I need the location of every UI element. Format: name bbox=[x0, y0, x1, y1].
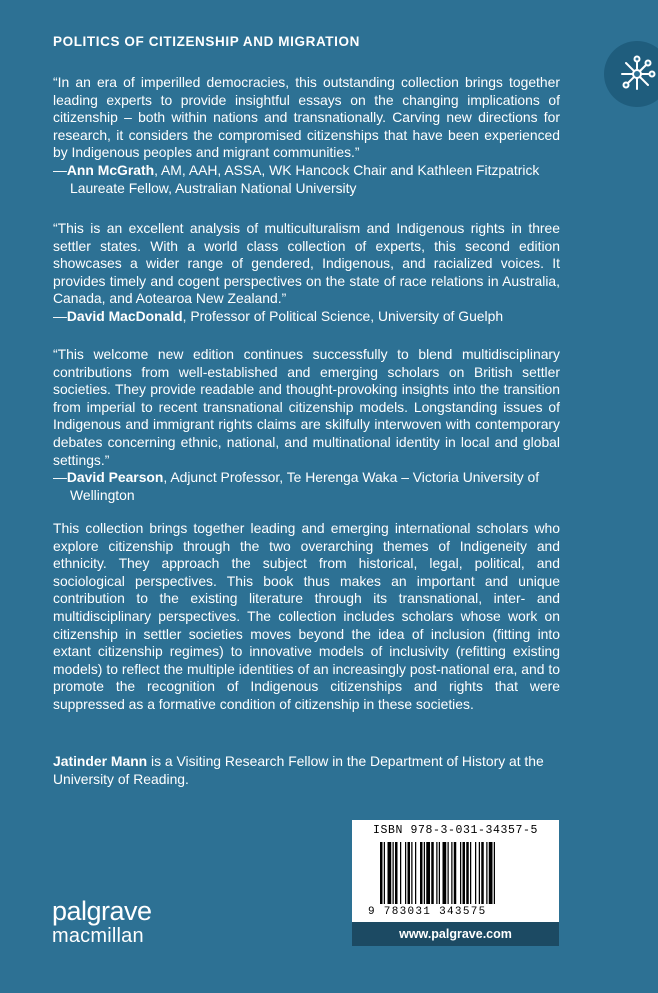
barcode-box bbox=[352, 820, 559, 922]
endorser-affiliation: , Professor of Political Science, University of Guelph bbox=[182, 307, 504, 324]
attribution-dash: — bbox=[53, 469, 67, 486]
publisher-wordmark-macmillan: macmillan bbox=[52, 925, 144, 947]
endorser-affiliation: , Adjunct Professor, Te Herenga Waka – Victoria University of Wellington bbox=[70, 469, 540, 503]
book-description: This collection brings together leading and emerging international scholars who explore citizenship through the two overarching themes of Indigeneity and ethnicity. They approach the subject from historical, legal, political, and sociological perspectives. This book thus makes an important and unique contribution to the existing literature through its transnational, inter- and multidisciplinary perspectives. The collection includes scholars whose work on citizenship in settler societies moves beyond the idea of inclusion (fitting into extant citizenship regimes) to innovative models of inclusivity (refitting existing models) to reflect the multiple identities of an increasingly post-national era, and to promote the recognition of Indigenous citizenships and rights that were suppressed as a formative condition of citizenship in these societies. bbox=[53, 520, 560, 712]
publisher-wordmark-palgrave: palgrave bbox=[52, 896, 152, 926]
springer-palgrave-network-icon bbox=[616, 53, 658, 95]
series-title: POLITICS OF CITIZENSHIP AND MIGRATION bbox=[53, 34, 360, 49]
author-name: Jatinder Mann bbox=[53, 753, 148, 769]
endorsement-1 bbox=[53, 74, 560, 197]
endorsement-attribution bbox=[53, 162, 560, 197]
endorsement-quote: “This is an excellent analysis of multiculturalism and Indigenous rights in three settler states. With a world class collection of experts, this second edition showcases a wider range of gendered, Indigenous, and racialized voices. It provides timely and cogent perspectives on the state of race relations in Australia, Canada, and Aotearoa New Zealand.” bbox=[53, 220, 560, 307]
endorsement-3 bbox=[53, 346, 560, 504]
website-link[interactable]: www.palgrave.com bbox=[352, 922, 559, 946]
endorsement-attribution bbox=[53, 308, 560, 326]
endorser-name: David MacDonald bbox=[66, 307, 183, 324]
endorser-affiliation: , AM, AAH, ASSA, WK Hancock Chair and Kathleen Fitzpatrick Laureate Fellow, Australian National University bbox=[70, 161, 540, 196]
barcode-icon bbox=[380, 842, 532, 904]
endorsement-attribution bbox=[53, 469, 560, 504]
attribution-dash: — bbox=[53, 307, 67, 324]
endorsement-quote: “This welcome new edition continues successfully to blend multidisciplinary contributions from well-established and emerging scholars on British settler societies. They provide readable and thought-provoking insights into the transition from imperial to recent transnational citizenship models. Longstanding issues of Indigenous and immigrant rights claims are skilfully interwoven with contemporary debates concerning ethnic, national, and multinational identity in local and global settings.” bbox=[53, 346, 560, 468]
author-bio-text: is a Visiting Research Fellow in the Department of History at the University of Reading. bbox=[53, 753, 544, 787]
barcode-digits: 9 783031 343575 bbox=[368, 906, 487, 918]
attribution-dash: — bbox=[53, 161, 67, 178]
isbn-label: ISBN 978-3-031-34357-5 bbox=[372, 824, 539, 837]
endorsement-2 bbox=[53, 220, 560, 326]
endorser-name: Ann McGrath bbox=[66, 161, 155, 178]
endorser-name: David Pearson bbox=[66, 469, 164, 486]
endorsement-quote: “In an era of imperilled democracies, this outstanding collection brings together leading experts to provide insightful essays on the changing implications of citizenship – both within nations and transnationally. Carving new directions for research, it considers the compromised citizenships that have been experienced by Indigenous peoples and migrant communities.” bbox=[53, 74, 560, 161]
author-bio bbox=[53, 753, 560, 788]
publisher-logo bbox=[604, 41, 658, 107]
